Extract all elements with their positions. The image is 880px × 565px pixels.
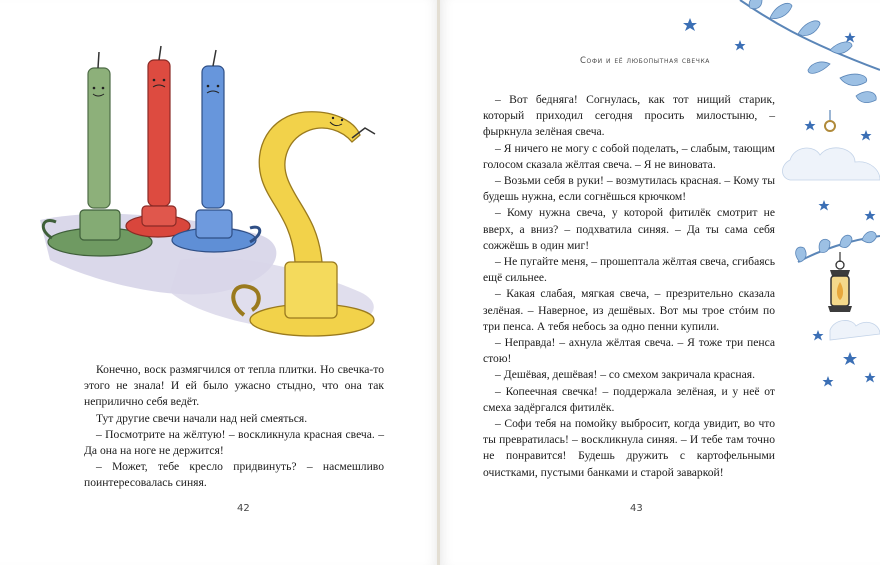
- paragraph: – Софи тебя на помойку выбросит, когда увидит, во что ты превратилась! – воскликнула синяя. – И тебе там точно не понравится! Будешь дружить с картофельными очистками, пустыми банками и старой заваркой!: [483, 417, 775, 479]
- right-page: [440, 0, 880, 565]
- leafy-branch-middle: [796, 232, 880, 263]
- paragraph: – Какая слабая, мягкая свеча, – презрительно сказала зелёная. – Наверное, из дешёвых. Вот мы трое стóим по три пенса. А тебя небось за одно пенни купили.: [483, 287, 775, 333]
- red-candle: [126, 46, 190, 237]
- night-branch-decoration: [680, 0, 880, 400]
- paragraph: – Может, тебе кресло придвинуть? – насмешливо поинтересовалась синяя.: [84, 460, 384, 490]
- left-page: [0, 0, 438, 565]
- hanging-ring: [825, 110, 835, 131]
- lantern-icon: [828, 252, 852, 312]
- paragraph: Конечно, воск размягчился от тепла плитки. Но свечка-то этого не знала! И ей было ужасно стыдно, что она так неприлично себя ведёт.: [84, 363, 384, 409]
- paragraph: – Кому нужна свеча, у которой фитилёк смотрит не вверх, а вниз? – подхватила синяя. – Да ты сама себя сожжёшь в один миг!: [483, 206, 775, 252]
- paragraph: – Посмотрите на жёлтую! – воскликнула красная свеча. – Да она на ноге не держится!: [84, 427, 384, 458]
- leafy-branch-top: [740, 0, 880, 103]
- paragraph: Тут другие свечи начали над ней смеяться.: [96, 411, 308, 425]
- paragraph: – Копеечная свечка! – поддержала зелёная, и у неё от смеха задёргался фитилёк.: [483, 384, 775, 414]
- page-number: 42: [237, 503, 250, 514]
- paragraph: – Неправда! – ахнула жёлтая свеча. – Я тоже три пенса стою!: [483, 336, 775, 366]
- paragraph: – Я ничего не могу с собой поделать, – слабым, тающим голосом сказала жёлтая свеча. – Я не виновата.: [483, 141, 775, 171]
- page-number: 43: [630, 503, 643, 514]
- running-head: Софи и её любопытная свечка: [579, 56, 711, 66]
- paragraph: – Дешёвая, дешёвая! – со смехом закричала красная.: [495, 368, 755, 382]
- left-page-text: [84, 362, 384, 492]
- paragraph: – Не пугайте меня, – прошептала жёлтая свеча, сгибаясь ещё сильнее.: [483, 255, 775, 285]
- paragraph: – Возьми себя в руки! – возмутилась красная. – Кому ты будешь нужна, если согнёшься крючком!: [483, 174, 775, 204]
- paragraph: – Вот бедняга! Согнулась, как тот нищий старик, который приходил сегодня просить милостыню, – фыркнула зелёная свеча.: [483, 93, 775, 139]
- candles-illustration: [30, 30, 420, 350]
